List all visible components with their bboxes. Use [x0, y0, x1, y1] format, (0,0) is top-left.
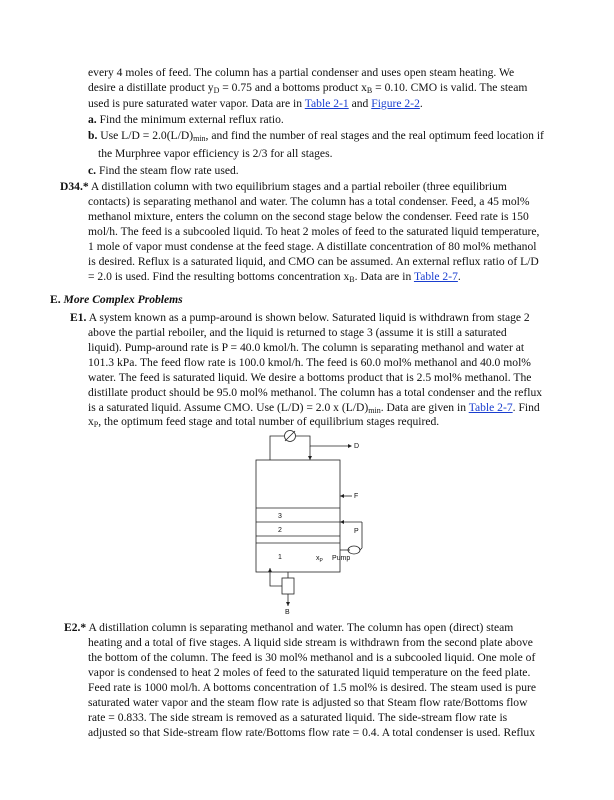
label-bottoms: B — [285, 609, 290, 616]
part-b-line-2: the Murphree vapor efficiency is 2/3 for all stages. — [98, 147, 333, 160]
problem-e2-line-2: heating and a total of five stages. A liquid side stream is withdrawn from the second plate above — [88, 636, 533, 649]
problem-e1-line-2: above the partial reboiler, and the liquid is returned to stage 3 (assume it is still a saturated — [88, 326, 507, 339]
label-stage-1: 1 — [278, 554, 282, 561]
problem-e1-line-8: $x_P$, the optimum feed stage and total number of equilibrium stages required. — [88, 415, 440, 429]
problem-e2-line-5: Feed rate is 1000 mol/h. A bottoms concentration of 1.5 mol% is desired. The steam used is pure — [88, 681, 537, 694]
table-2-1-link[interactable]: Table 2-1 — [304, 97, 349, 110]
problem-e2-line-3: the bottom of the column. The feed is 30 mol% methanol and is a subcooled liquid. One mole of — [88, 651, 536, 664]
problem-d34-line-5: 1 mole of vapor must condense at the feed stage. A distillate concentration of 80 mol% methanol — [88, 240, 537, 253]
part-b-line-1: b. Use $L/D = 2.0(L/D)_{min}$, and find the number of real stages and the real optimum feed location if — [88, 129, 544, 143]
label-xp: $x_P$ — [316, 555, 323, 564]
problem-e2-line-7: rate = 0.833. The side stream is removed as a saturated liquid. The side-stream flow rate is — [88, 711, 508, 724]
problem-e2-line-4: vapor is condensed to heat 2 moles of feed to the saturated liquid temperature on the feed plate. — [88, 666, 531, 679]
condenser-slash — [285, 431, 295, 441]
section-e-heading: E. More Complex Problems — [50, 293, 183, 306]
problem-e2-line-1: E2.* A distillation column is separating methanol and water. The column has open (direct) steam — [64, 621, 514, 634]
problem-d34-line-1: D34.* A distillation column with two equilibrium stages and a partial reboiler (three equilibrium — [60, 180, 507, 193]
problem-e1-line-6: distillate product should be 95.0 mol% methanol. The column has a total condenser and the reflux — [88, 386, 543, 399]
part-a: a. Find the minimum external reflux ratio. — [88, 113, 284, 126]
arrow-reboiler-return — [268, 568, 272, 572]
problem-e1-line-1: E1. A system known as a pump-around is shown below. Saturated liquid is withdrawn from stage 2 — [70, 311, 530, 324]
problem-e2-line-8: adjusted so that Side-stream flow rate/Bottoms flow rate = 0.4. A total condenser is used. Reflux — [88, 726, 536, 739]
partial-reboiler — [282, 578, 294, 594]
table-2-7-link[interactable]: Table 2-7 — [413, 270, 458, 283]
arrow-bottoms — [286, 602, 290, 606]
problem-d34-line-3: methanol mixture, enters the column on the second stage below the condenser. Feed rate is 150 — [88, 210, 529, 223]
label-pump-around: P — [354, 528, 359, 535]
column-shell — [256, 460, 340, 572]
label-stage-3: 3 — [278, 513, 282, 520]
figure-2-2-link[interactable]: Figure 2-2 — [371, 97, 420, 110]
prev-problem-line-2: desire a distillate product $y_D = 0.75$ and a bottoms product $x_B = 0.10$. CMO is valid. The steam — [88, 81, 528, 95]
problem-d34-line-4: mol/h. The feed is a subcooled liquid. To heat 2 moles of feed to the saturated liquid temperature, — [88, 225, 540, 238]
distillate-line — [296, 436, 348, 446]
problem-d34-line-7: = 2.0 is used. Find the resulting bottoms concentration $x_B$. Data are in Table 2-7. — [88, 270, 461, 284]
problem-e1-line-7: is a saturated liquid. Assume CMO. Use (L/D) = 2.0 x $(L/D)_{min}$. Data are given in Table 2-7. Find — [88, 401, 540, 415]
pump-outlet — [360, 548, 362, 550]
problem-e1-line-4: 101.3 kPa. The feed flow rate is 100.0 kmol/h. The feed is 60.0 mol% methanol and 40.0 mol% — [88, 356, 531, 369]
arrow-reflux — [308, 456, 312, 460]
pump-around-column-diagram — [240, 428, 380, 618]
overhead-vapor-line — [270, 436, 284, 460]
part-c: c. Find the steam flow rate used. — [88, 164, 239, 177]
problem-d34-line-2: contacts) is separating methanol and water. The column has a total condenser. Feed, a 45 mol% — [88, 195, 530, 208]
problem-e1-line-5: water. The feed is saturated liquid. We desire a bottoms product that is 2.5 mol% methanol. The — [88, 371, 532, 384]
table-2-7-link-e1[interactable]: Table 2-7 — [468, 401, 513, 414]
arrow-distillate — [348, 444, 352, 448]
prev-problem-line-1: every 4 moles of feed. The column has a partial condenser and uses open steam heating. We — [88, 66, 515, 79]
problem-e1-line-3: liquid). Pump-around rate is P = 40.0 kmol/h. The column is separating methanol and water at — [88, 341, 525, 354]
problem-d34-line-6: is desired. Reflux is a saturated liquid, and CMO can be assumed. An external reflux ratio of L/D — [88, 255, 539, 268]
label-feed: F — [354, 493, 359, 500]
arrow-pump-around-return — [340, 520, 344, 524]
label-distillate: D — [354, 443, 360, 450]
reboiler-vapor-return — [270, 568, 282, 586]
prev-problem-line-3: used is pure saturated water vapor. Data are in Table 2-1 and Figure 2-2. — [88, 97, 423, 110]
label-stage-2: 2 — [278, 527, 282, 534]
arrow-feed — [340, 494, 344, 498]
problem-e2-line-6: saturated water vapor and the steam flow rate is adjusted so that Steam flow rate/Bottoms flow — [88, 696, 528, 709]
label-pump: Pump — [332, 555, 351, 562]
